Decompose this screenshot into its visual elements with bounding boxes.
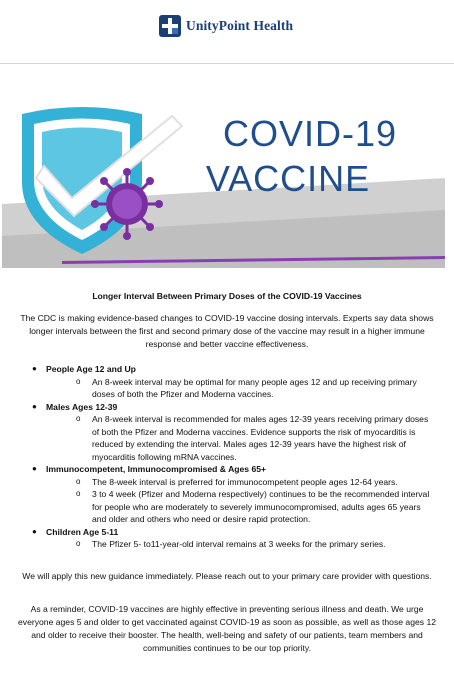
logo-text: UnityPoint Health [186,18,294,33]
section-title: Children Age 5-11 [46,526,119,537]
sub-bullet-icon: o [76,489,81,498]
sub-bullet-icon: o [76,476,81,486]
section-title: Males Ages 12-39 [46,401,118,412]
document-title: Longer Interval Between Primary Doses of the COVID-19 Vaccines [92,291,362,301]
list-item [30,363,440,401]
reminder-paragraph: As a reminder, COVID-19 vaccines are highly effective in preventing serious illness and death. We urge everyone ages 5 and older to get vaccinated against COVID-19 as soon as possible, as well as those ages 12 and older to receive their booster. The health, well-being and safety of our patients, team members and communities continues to be our top priority. [18,604,437,653]
banner-title-line1: COVID-19 [222,113,398,154]
section-title: People Age 12 and Up [46,364,136,374]
sub-item: o An 8-week interval is recommended for males ages 12-39 years receiving primary doses of both the Pfizer and Moderna vaccines. Evidence supports the risk of myocarditis is reduced by extending the interval. Males ages 12-39 years have the highest risk of myocarditis following mRNA vaccines. [76,414,429,462]
unitypoint-cross-icon [159,15,181,37]
list-item [30,526,440,551]
list-item [30,401,440,464]
sub-item: o The Pfizer 5- to11-year-old interval remains at 3 weeks for the primary series. [76,539,386,549]
bullet-icon: ● [32,364,37,373]
guidance-paragraph: We will apply this new guidance immediately. Please reach out to your primary care provider with questions. [22,571,432,581]
page-header [0,0,454,64]
unitypoint-logo[interactable] [159,15,293,37]
sub-item: o 3 to 4 week (Pfizer and Moderna respectively) continues to be the recommended interval for people who are moderately to severely immunocompromised, adults ages 65 years and older and others who need or desire rapid protection. [76,489,430,524]
section-title: Immunocompetent, Immunocompromised & Ages 65+ [46,464,267,474]
bullet-icon: ● [32,526,37,536]
sub-bullet-icon: o [76,414,81,423]
list-item [30,463,440,526]
covid-vaccine-banner [2,86,445,268]
bullet-icon: ● [32,401,37,411]
sub-bullet-icon: o [76,539,81,548]
sub-item: o An 8-week interval may be optimal for many people ages 12 and up receiving primary doses of both the Pfizer and Moderna vaccines. [76,376,417,399]
virus-icon [91,168,163,240]
intro-paragraph: The CDC is making evidence-based changes to COVID-19 vaccine dosing intervals. Experts say data shows longer intervals between the first and second primary dose of the vaccine may result in a higher immune response and better vaccine effectiveness. [20,313,434,349]
sub-bullet-icon: o [76,376,81,386]
guidance-list [30,363,440,551]
bullet-icon: ● [32,464,37,473]
banner-title-line2: VACCINE [205,158,371,199]
sub-item: o The 8-week interval is preferred for immunocompetent people ages 12-64 years. [76,476,398,487]
